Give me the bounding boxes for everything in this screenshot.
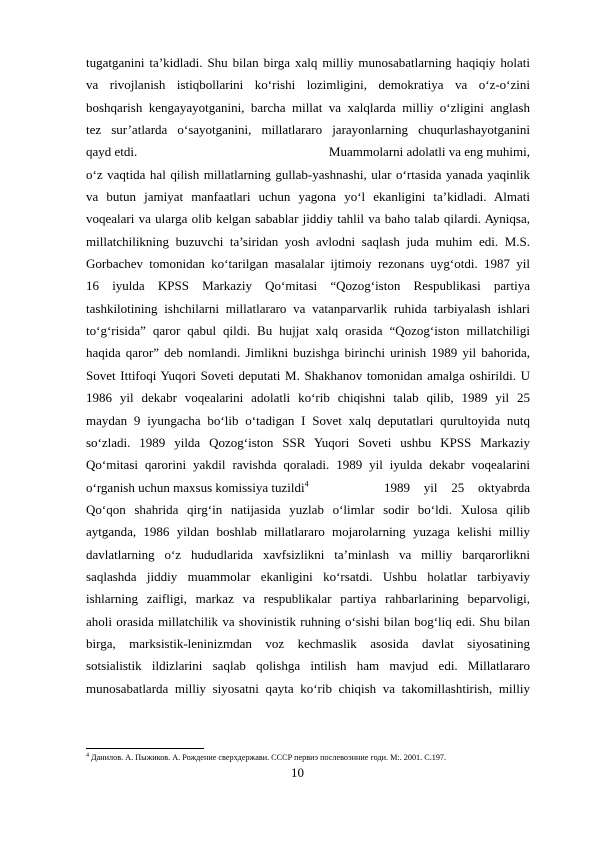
footnote-reference[interactable]: 4 bbox=[304, 479, 309, 489]
text-line: tugatganini ta’kidladi. Shu bilan birga xalq milliy munosabatlarning haqiqiy holati bbox=[86, 55, 530, 70]
text-line: to‘g‘risida” qaror qabul qildi. Bu hujjat xalq orasida “Qozog‘iston millatchiligi bbox=[86, 323, 530, 339]
text-line: aholi orasida millatchilik va shovinistik ruhning o‘sishi bilan bog‘liq edi. Shu bilan bbox=[86, 613, 530, 629]
footnote-text: Данилов. А. Пыжиков. А. Рождение сверхдержави. СССР первиэ послевоэнние годи. М:. 2001. С.197. bbox=[89, 753, 447, 762]
text-line: Sovet Ittifoqi Yuqori Soveti deputati M. Shakhanov tomonidan amalga oshirildi. U bbox=[86, 367, 530, 383]
text-line bbox=[86, 477, 530, 499]
word: yil bbox=[423, 479, 438, 495]
text-line: Qo‘mitasi qarorini yakdil ravishda qoraladi. 1989 yil iyulda dekabr voqealarini bbox=[86, 457, 530, 473]
text-line: tashkilotining ishchilarni millatlararo va vatanparvarlik ruhida tarbiyalash ishlari bbox=[86, 300, 530, 316]
text-line: Qo‘qon shahrida qirg‘in natijasida yuzlab o‘limlar sodir bo‘ldi. Xulosa qilib bbox=[86, 501, 530, 517]
text-line: saqlashda jiddiy muammolar ekanligini ko‘rsatdi. Ushbu holatlar tarbiyaviy bbox=[86, 568, 530, 584]
text-line: davlatlarning o‘z hududlarida xavfsizlikni ta’minlash va milliy barqarorlikni bbox=[86, 546, 530, 562]
text-line: aytganda, 1986 yildan boshlab millatlararo mojarolarning yuzaga kelishi milliy bbox=[86, 524, 530, 540]
text-line: haqida qaror” deb nomlandi. Jimlikni buzishga birinchi urinish 1989 yil bahorida, bbox=[86, 345, 530, 361]
footnote bbox=[86, 752, 530, 763]
footnote-marker: 4 bbox=[86, 752, 89, 759]
text-line: o‘z vaqtida hal qilish millatlarning gullab-yashnashi, ular o‘rtasida yanada yaqinlik bbox=[86, 166, 530, 182]
text-fragment bbox=[384, 477, 530, 499]
text-line: munosabatlarda milliy siyosatni qayta ko‘rib chiqish va takomillashtirish, milliy bbox=[86, 680, 530, 696]
text-line: tez sur’atlarda o‘sayotganini, millatlararo jarayonlarning chuqurlashayotganini bbox=[86, 122, 530, 138]
document-body bbox=[86, 52, 530, 700]
footnote-divider bbox=[86, 748, 204, 749]
text-line bbox=[86, 141, 530, 163]
text-fragment: qayd etdi. bbox=[86, 144, 138, 160]
text-line: 1986 yil dekabr voqealarini adolatli ko‘rib chiqishni talab qilib, 1989 yil 25 bbox=[86, 390, 530, 406]
text-line: sotsialistik ildizlarini saqlab qolishga intilish ham mavjud edi. Millatlararo bbox=[86, 658, 530, 674]
word: oktyabrda bbox=[477, 479, 530, 495]
text-line: Gorbachev tomonidan ko‘tarilgan masalalar ijtimoiy rezonans uyg‘otdi. 1987 yil bbox=[86, 256, 530, 272]
text-line: maydan 9 iyungacha bo‘lib o‘tadigan I Sovet xalq deputatlari qurultoyida nutq bbox=[86, 412, 530, 428]
text-line: va butun jamiyat manfaatlari uchun yagona yo‘l ekanligini ta’kidladi. Almati bbox=[86, 189, 530, 205]
word: 25 bbox=[451, 479, 465, 495]
text-fragment: o‘rganish uchun maxsus komissiya tuzildi$^4$ bbox=[86, 479, 309, 495]
text-line: voqealari va ularga olib kelgan sabablar jiddiy tahlil va baho talab qilardi. Ayniqsa, bbox=[86, 211, 530, 227]
word: 1989 bbox=[384, 479, 410, 495]
text-line: birga, marksistik-leninizmdan voz kechmaslik asosida davlat siyosatining bbox=[86, 635, 530, 651]
text-line: boshqarish kengayayotganini, barcha millat va xalqlarda milliy o‘zligini anglash bbox=[86, 99, 530, 115]
page-number: 10 bbox=[291, 765, 304, 780]
text-line: so‘zladi. 1989 yilda Qozog‘iston SSR Yuqori Soveti ushbu KPSS Markaziy bbox=[86, 434, 530, 450]
text-line: 16 iyulda KPSS Markaziy Qo‘mitasi “Qozog‘iston Respublikasi partiya bbox=[86, 278, 530, 294]
text-line: millatchilikning buzuvchi ta’siridan yosh avlodni saqlash juda muhim edi. M.S. bbox=[86, 233, 530, 249]
text-line: va rivojlanish istiqbollarini ko‘rishi lozimligini, demokratiya va o‘z-o‘zini bbox=[86, 77, 530, 93]
text-fragment: Muammolarni adolatli va eng muhimi, bbox=[328, 144, 530, 160]
text-line: ishlarning zaifligi, markaz va respublikalar partiya rahbarlarining beparvoligi, bbox=[86, 591, 530, 607]
